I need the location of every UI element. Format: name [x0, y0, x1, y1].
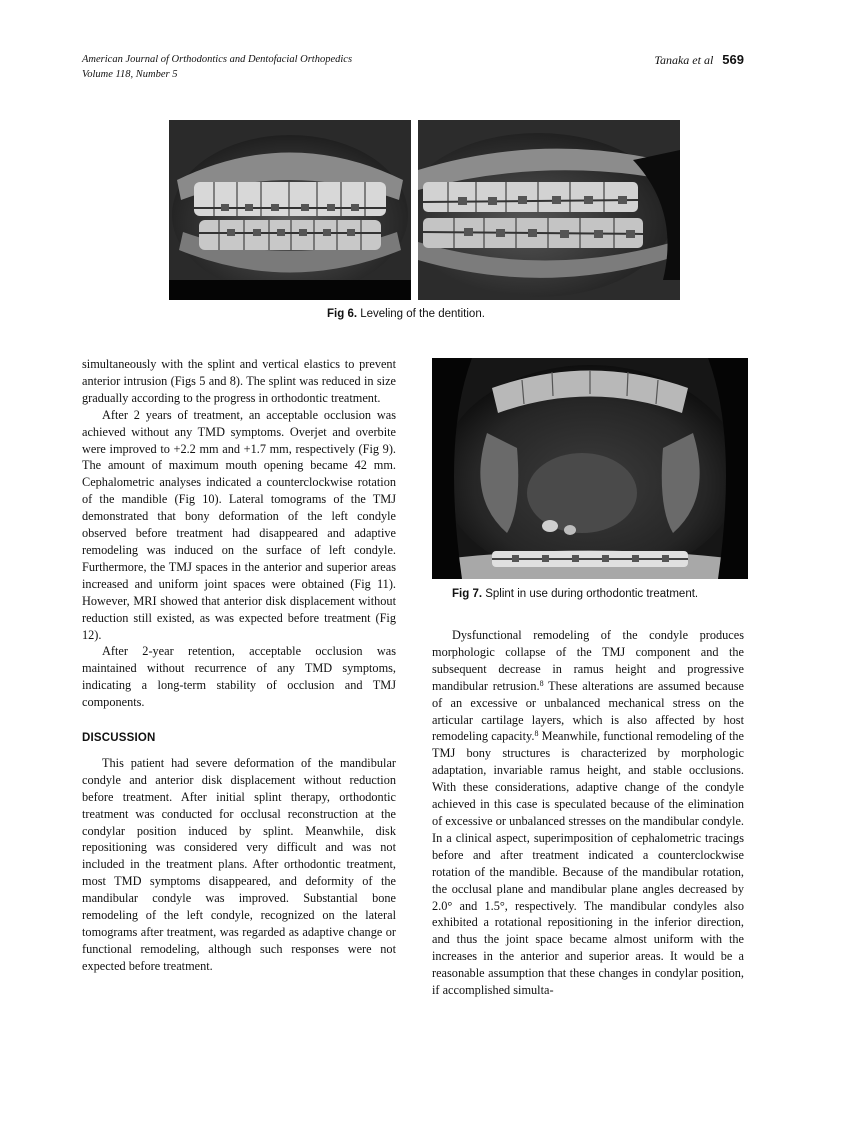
right-column [432, 627, 744, 999]
discussion-heading: DISCUSSION [82, 732, 156, 745]
running-authors: Tanaka et al [654, 53, 714, 67]
citation-ref: 8 [539, 678, 544, 688]
running-header-right [654, 52, 744, 68]
fig6-label: Fig 6. [327, 308, 358, 320]
fig6-photo-lateral [418, 120, 680, 300]
fig7-caption-text: Splint in use during orthodontic treatment. [485, 588, 699, 600]
left-paragraph-1: simultaneously with the splint and vertical elastics to prevent anterior intrusion (Figs 5 and 8). The splint was reduced in size gradually according to the progress in orthodontic treatment. [82, 357, 396, 405]
running-header-left [82, 52, 352, 82]
fig6-caption [327, 307, 485, 321]
left-paragraph-4: This patient had severe deformation of the mandibular condyle and anterior disk displacement without reduction before treatment. After initial splint therapy, orthodontic treatment was conducted for occlusal reconstruction at the condylar position induced by splint. Meanwhile, disk repositioning was considered very difficult and was not included in the treatment plans. After orthodontic treatment, most TMD symptoms disappeared, and deformity of the mandibular condyle was improved. Substantial bone remodeling of the left condyle, recognized on the lateral tomograms after treatment, was regarded as adaptive change or functional remodeling, although such responses were not expected before treatment. [82, 755, 396, 973]
page-number: 569 [722, 52, 744, 67]
fig7-label: Fig 7. [452, 588, 483, 600]
fig6-photo-frontal [169, 120, 411, 300]
left-column [82, 356, 396, 975]
fig7-caption [452, 587, 698, 601]
fig6-caption-text: Leveling of the dentition. [360, 308, 485, 320]
fig7-photo [432, 358, 748, 579]
journal-volume: Volume 118, Number 5 [82, 69, 178, 80]
right-text-3: Meanwhile, functional remodeling of the TMJ bony structures is characterized by morphologic adaptation, invariable ramus height, and stable occlusions. With these considerations, adaptive change of the condyle achieved in this case is speculated because of the elimination of excessive or unbalanced stresses on the mandibular condyle. In a clinical aspect, superimposition of cephalometric tracings before and after treatment indicated a counterclockwise rotation of the mandible. Because of the mandibular rotation, the occlusal plane and mandibular plane angles decreased by 2.0° and 1.5°, respectively. The mandibular condyles also exhibited a rotational repositioning in the inferior direction, and thus the joint space became almost uniform with the increases in the anterior and superior areas. It would be a reasonable assumption that these changes in condylar position, if accomplished simulta- [432, 729, 744, 998]
left-paragraph-3: After 2-year retention, acceptable occlusion was maintained without recurrence of any TMD symptoms, indicating a long-term stability of occlusion and TMJ components. [82, 644, 396, 710]
citation-ref: 8 [534, 729, 539, 739]
journal-title: American Journal of Orthodontics and Dentofacial Orthopedics [82, 54, 353, 65]
left-paragraph-2: After 2 years of treatment, an acceptable occlusion was achieved without any TMD symptoms. Overjet and overbite were improved to +2.2 mm and +1.7 mm, respectively (Fig 9). The amount of maximum mouth opening became 42 mm. Cephalometric analyses indicated a counterclockwise rotation of the mandible (Fig 10). Lateral tomograms of the TMJ demonstrated that bony deformation of the left condyle observed before treatment had disappeared and adaptive remodeling was induced on the surface of left condyle. Furthermore, the TMJ spaces in the anterior and superior areas increased and uniform joint spaces were obtained (Fig 11). However, MRI showed that anterior disk displacement without reduction still existed, as was expected before treatment (Fig 12). [82, 407, 396, 642]
right-paragraph-1 [432, 627, 744, 999]
right-text-2: These alterations are assumed because of an excessive or unbalanced mechanical stress on the articular cartilage layers, which is also affected by host remodeling capacity. [432, 678, 744, 744]
right-text-1: Dysfunctional remodeling of the condyle produces morphologic collapse of the TMJ component and the subsequent decrease in ramus height and progressive mandibular retrusion. [432, 628, 744, 693]
